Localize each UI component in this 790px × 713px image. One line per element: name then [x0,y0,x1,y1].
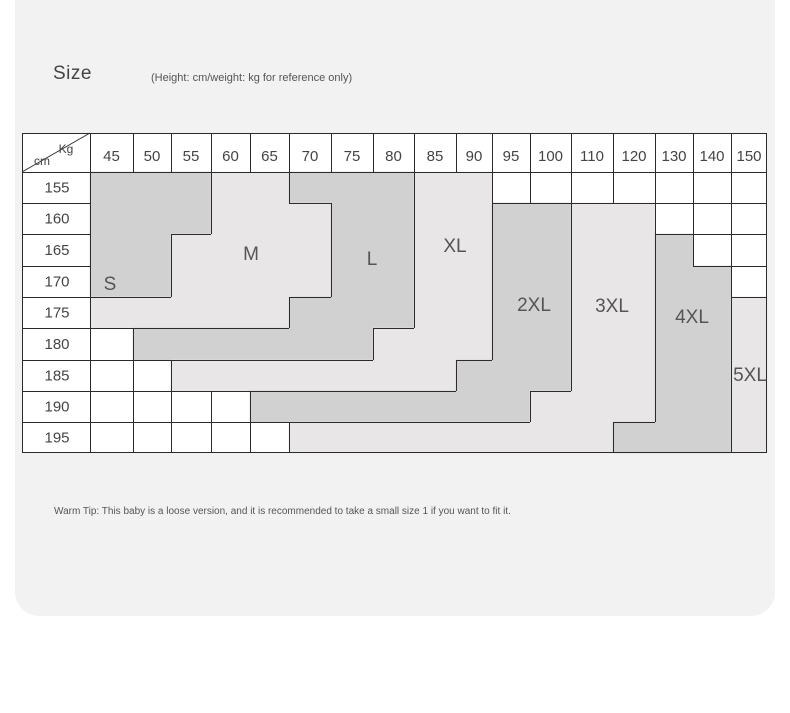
size-cell-5xl [731,297,767,328]
size-cell-2xl [530,234,571,266]
size-cell-m [250,172,289,203]
weight-header: 60 [222,148,239,165]
height-header: 170 [44,273,70,291]
size-cell-4xl [655,266,693,297]
size-cell-3xl [530,391,571,422]
size-cell-l [331,266,373,297]
size-cell-m [171,297,211,328]
size-cell-l [289,297,331,328]
size-cell-xl [250,360,289,391]
size-cell-3xl [571,360,613,391]
size-cell-s [133,234,171,266]
size-cell-m [289,203,331,234]
size-cell-s [133,172,171,203]
size-cell-xl [414,297,456,328]
size-cell-m [90,297,133,328]
size-cell-l [289,328,331,360]
size-cell-4xl [655,422,693,453]
size-cell-m [171,234,211,266]
size-cell-xl [414,172,456,203]
size-cell-3xl [571,234,613,266]
size-cell-l [331,172,373,203]
size-cell-m [211,203,250,234]
size-cell-4xl [693,422,731,453]
size-cell-m [289,266,331,297]
size-cell-3xl [571,328,613,360]
size-cell-m [250,203,289,234]
size-cell-2xl [456,391,492,422]
size-cell-xl [289,360,331,391]
weight-header: 90 [465,148,483,165]
size-cell-4xl [693,391,731,422]
size-cell-xl [373,328,414,360]
size-label-5xl: 5XL [733,365,767,386]
size-cell-l [373,172,414,203]
height-header: 175 [44,304,70,322]
size-cell-4xl [693,266,731,297]
size-cell-2xl [456,360,492,391]
size-cell-3xl [530,422,571,453]
size-cell-xl [414,203,456,234]
size-cell-3xl [571,391,613,422]
size-cell-3xl [613,203,655,234]
size-cell-s [133,203,171,234]
height-header: 190 [44,398,70,416]
size-cell-m [171,266,211,297]
height-header: 155 [44,179,70,197]
size-label-l: L [366,249,378,270]
size-cell-l [373,203,414,234]
size-cell-3xl [571,203,613,234]
weight-header: 75 [343,148,361,165]
size-cell-2xl [530,328,571,360]
height-header: 160 [44,210,70,228]
size-cell-m [250,297,289,328]
size-cell-3xl [414,422,456,453]
size-cell-m [211,266,250,297]
height-header: 180 [44,336,70,353]
size-cell-l [331,297,373,328]
size-cell-m [211,297,250,328]
size-cell-3xl [613,234,655,266]
size-label-2xl: 2XL [517,295,551,316]
size-cell-m [133,297,171,328]
size-cell-4xl [693,360,731,391]
size-cell-2xl [492,266,530,297]
size-cell-3xl [289,422,331,453]
page-title: Size [53,63,92,84]
size-cell-s [90,172,133,203]
size-cell-xl [414,266,456,297]
weight-header: 55 [182,148,200,165]
height-header: 195 [44,429,70,447]
weight-header: 50 [143,148,161,165]
size-cell-3xl [571,266,613,297]
size-cell-2xl [250,391,289,422]
size-cell-xl [331,360,373,391]
weight-header: 65 [261,148,278,165]
weight-header: 95 [502,148,520,165]
size-cell-l [373,234,414,266]
size-cell-s [90,234,133,266]
size-cell-l [373,297,414,328]
size-label-m: M [243,244,259,265]
size-cell-2xl [289,391,331,422]
size-label-4xl: 4XL [675,307,709,328]
size-cell-3xl [613,266,655,297]
size-cell-3xl [456,422,492,453]
size-cell-l [250,328,289,360]
size-cell-2xl [492,391,530,422]
size-cell-xl [211,360,250,391]
weight-header: 85 [426,148,444,165]
size-cell-4xl [655,391,693,422]
size-cell-4xl [655,234,693,266]
size-cell-l [211,328,250,360]
size-cell-xl [373,360,414,391]
size-cell-4xl [613,422,655,453]
size-cell-xl [456,203,492,234]
weight-header: 110 [580,148,604,165]
size-cell-2xl [331,391,373,422]
page-subtitle: (Height: cm/weight: kg for reference only) [151,72,353,84]
corner-kg-label: Kg [58,142,74,156]
size-cell-xl [171,360,211,391]
size-cell-3xl [613,328,655,360]
size-label-3xl: 3XL [595,296,629,317]
size-cell-2xl [414,391,456,422]
height-header: 185 [44,367,70,385]
size-cell-s [133,266,171,297]
size-cell-s [171,172,211,203]
size-cell-m [289,234,331,266]
size-cell-5xl [731,422,767,453]
size-cell-s [171,203,211,234]
warm-tip: Warm Tip: This baby is a loose version, and it is recommended to take a small size 1 if you want to fit it. [54,506,511,517]
size-cell-xl [414,328,456,360]
size-cell-2xl [373,391,414,422]
weight-header: 45 [103,148,120,165]
size-cell-l [171,328,211,360]
size-cell-m [211,172,250,203]
size-cell-3xl [571,422,613,453]
weight-header: 70 [301,148,319,165]
size-cell-2xl [492,203,530,234]
size-label-s: S [103,274,117,295]
size-cell-4xl [655,360,693,391]
size-cell-3xl [613,360,655,391]
size-cell-5xl [731,391,767,422]
size-cell-4xl [655,328,693,360]
size-cell-xl [456,172,492,203]
size-cell-xl [456,266,492,297]
height-header: 165 [44,242,70,259]
size-cell-3xl [492,422,530,453]
size-cell-3xl [331,422,373,453]
size-cell-l [331,328,373,360]
size-cell-3xl [373,422,414,453]
size-cell-2xl [530,360,571,391]
size-cell-l [289,172,331,203]
size-cell-4xl [693,328,731,360]
size-cell-2xl [492,328,530,360]
size-cell-l [373,266,414,297]
size-cell-xl [456,297,492,328]
weight-header: 120 [621,148,647,165]
size-cell-xl [414,360,456,391]
size-cell-3xl [613,391,655,422]
weight-header: 130 [661,148,687,165]
size-cell-l [133,328,171,360]
size-cell-2xl [530,203,571,234]
size-label-xl: XL [443,236,467,257]
size-cell-2xl [492,360,530,391]
size-cell-2xl [492,234,530,266]
size-cell-m [250,266,289,297]
size-cell-s [90,203,133,234]
size-cell-xl [456,328,492,360]
size-cell-2xl [530,266,571,297]
weight-header: 150 [736,148,762,165]
corner-cm-label: cm [34,154,50,168]
weight-header: 100 [537,148,564,165]
weight-header: 140 [699,148,725,165]
size-cell-l [331,203,373,234]
size-cell-5xl [731,328,767,360]
weight-header: 80 [385,148,402,165]
